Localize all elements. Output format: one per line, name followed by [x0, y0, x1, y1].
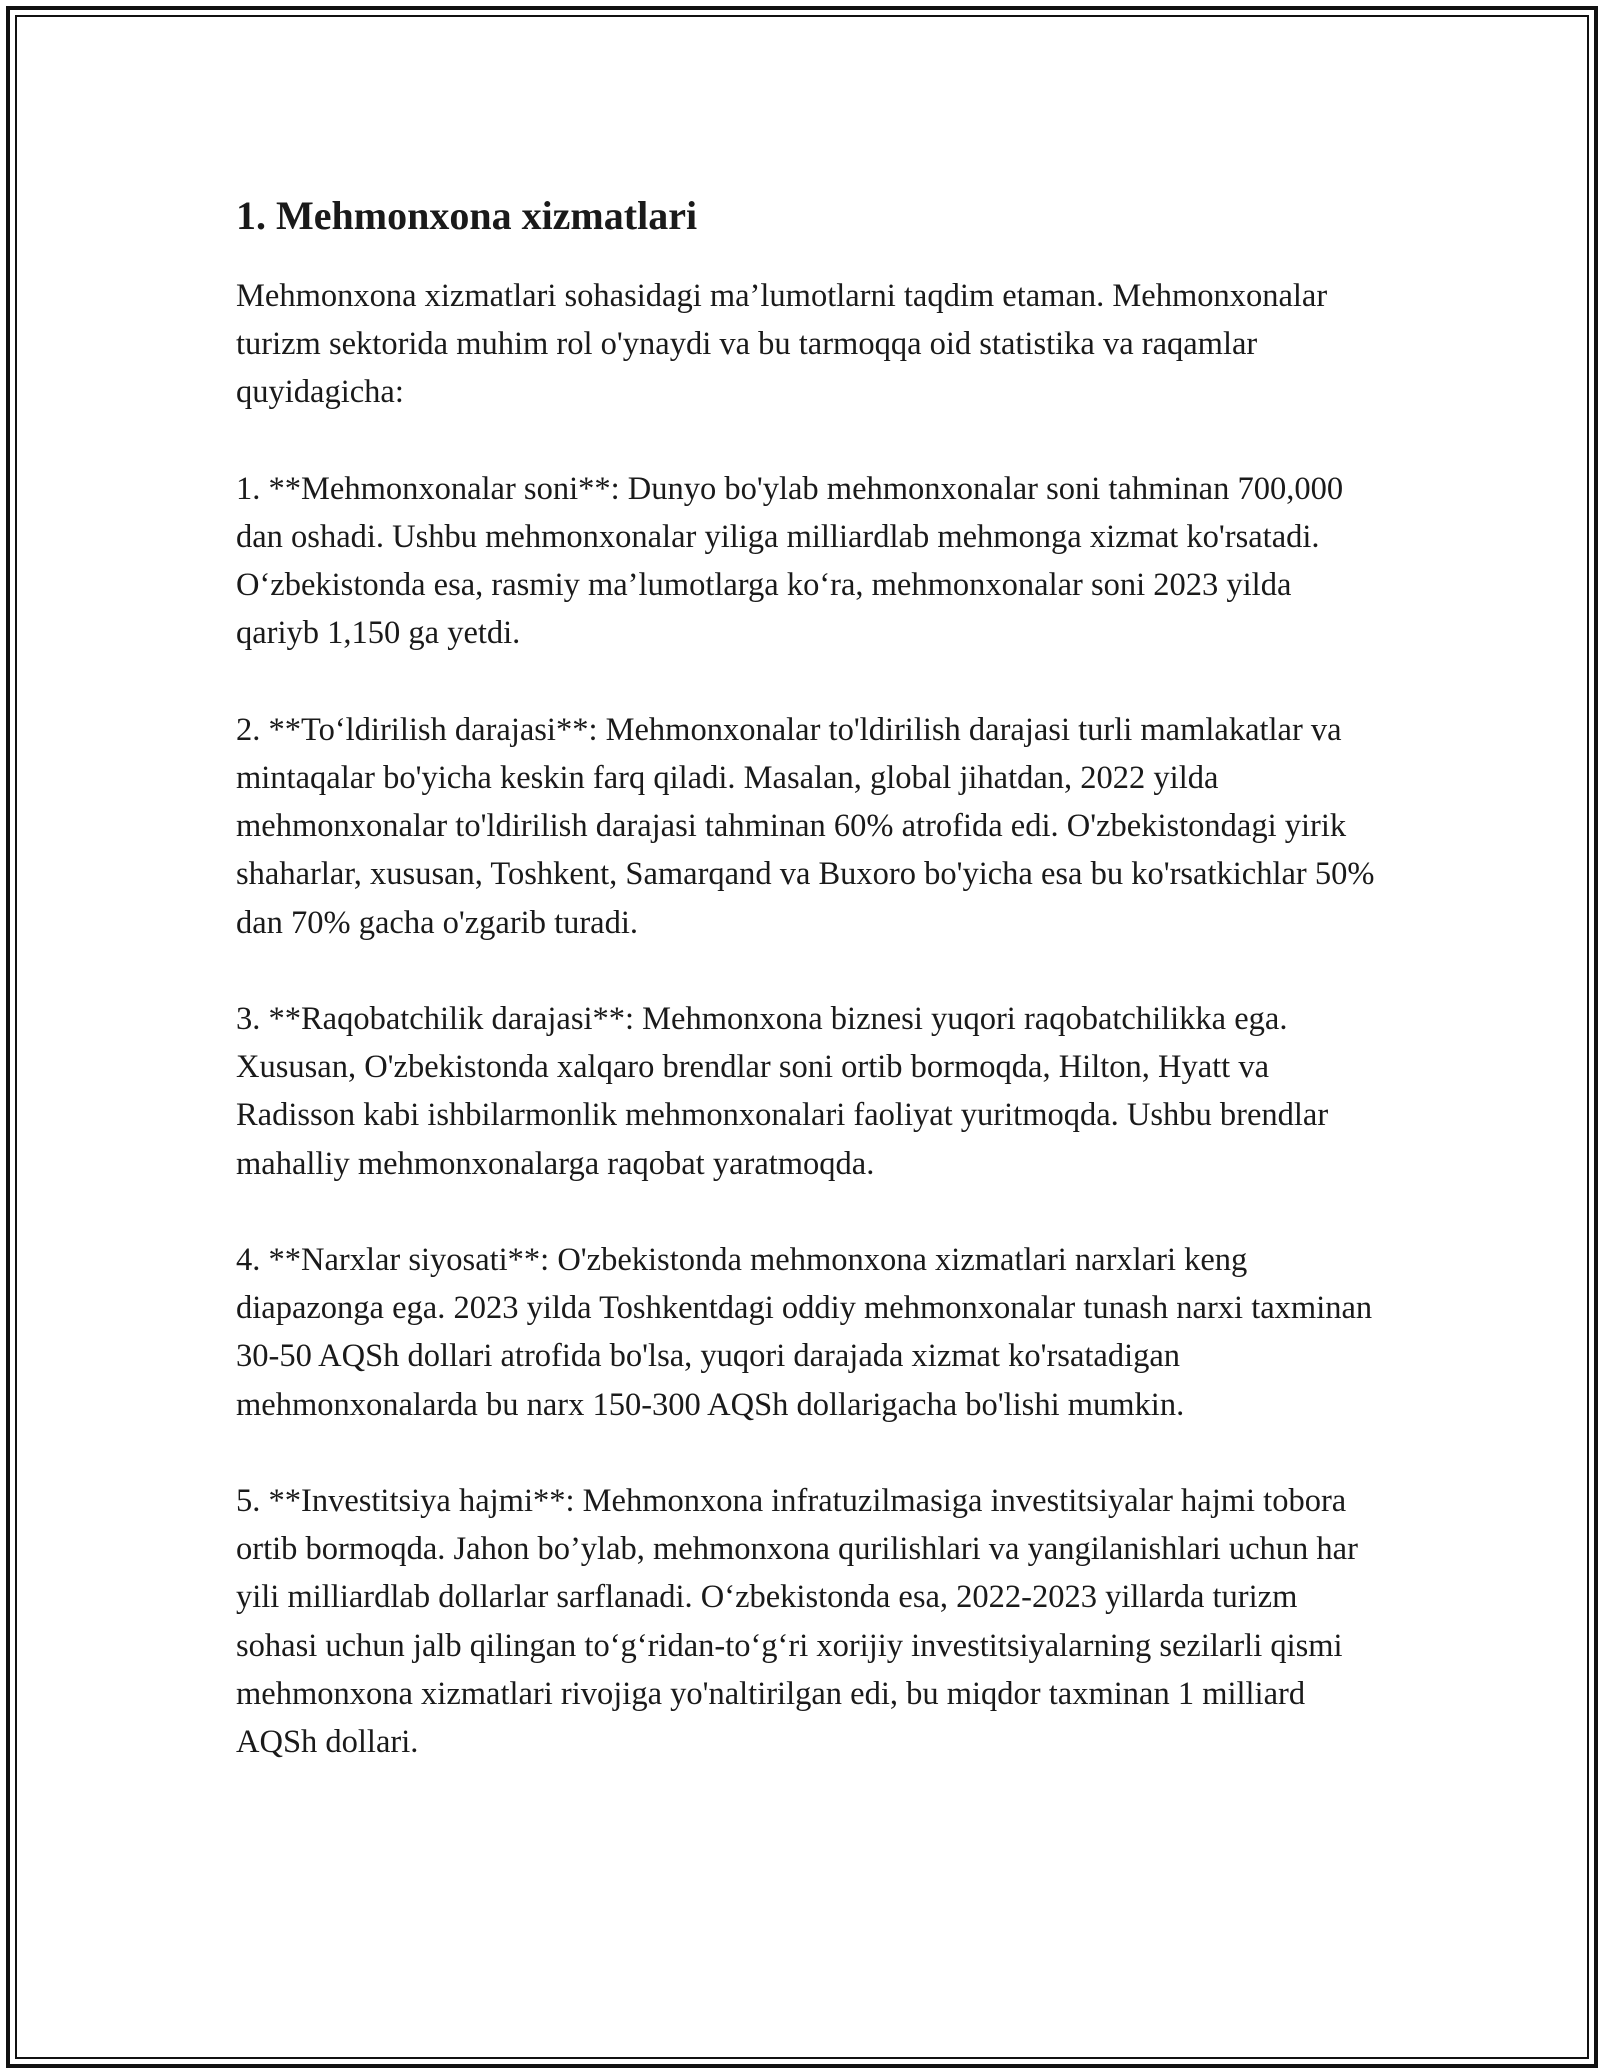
list-item-investment-volume: 5. **Investitsiya hajmi**: Mehmonxona infratuzilmasiga investitsiyalar hajmi tobora ortib bormoqda. Jahon bo’ylab, mehmonxona qurilishlari va yangilanishlari uchun har yili milliardlab dollarlar sarflanadi. O‘zbekistonda esa, 2022-2023 yillarda turizm sohasi uchun jalb qilingan to‘g‘ridan-to‘g‘ri xorijiy investitsiyalarning sezilarli qismi mehmonxona xizmatlari rivojiga yo'naltirilgan edi, bu miqdor taxminan 1 milliard AQSh dollari.	[236, 1483, 1358, 1761]
list-item-competition-level: 3. **Raqobatchilik darajasi**: Mehmonxona biznesi yuqori raqobatchilikka ega. Xususan, O'zbekistonda xalqaro brendlar soni ortib bormoqda, Hilton, Hyatt va Radisson kabi ishbilarmonlik mehmonxonalari faoliyat yuritmoqda. Ushbu brendlar mahalliy mehmonxonalarga raqobat yaratmoqda.	[236, 1001, 1329, 1182]
intro-paragraph: Mehmonxona xizmatlari sohasidagi ma’lumotlarni taqdim etaman. Mehmonxonalar turizm sektorida muhim rol o'ynaydi va bu tarmoqqa oid statistika va raqamlar quyidagicha:	[236, 278, 1328, 411]
list-item-hotel-count: 1. **Mehmonxonalar soni**: Dunyo bo'ylab mehmonxonalar soni tahminan 700,000 dan oshadi. Ushbu mehmonxonalar yiliga milliardlab mehmonga xizmat ko'rsatadi. O‘zbekistonda esa, rasmiy ma’lumotlarga ko‘ra, mehmonxonalar soni 2023 yilda qariyb 1,150 ga yetdi.	[236, 470, 1344, 652]
list-item-occupancy-rate: 2. **To‘ldirilish darajasi**: Mehmonxonalar to'ldirilish darajasi turli mamlakatlar va mintaqalar bo'yicha keskin farq qiladi. Masalan, global jihatdan, 2022 yilda mehmonxonalar to'ldirilish darajasi tahminan 60% atrofida edi. O'zbekistondagi yirik shaharlar, xususan, Toshkent, Samarqand va Buxoro bo'yicha esa bu ko'rsatkichlar 50% dan 70% gacha o'zgarib turadi.	[236, 711, 1375, 941]
document-title: 1. Mehmonxona xizmatlari	[236, 193, 698, 238]
document-body	[236, 190, 1376, 1766]
list-item-pricing-policy: 4. **Narxlar siyosati**: O'zbekistonda mehmonxona xizmatlari narxlari keng diapazonga ega. 2023 yilda Toshkentdagi oddiy mehmonxonalar tunash narxi taxminan 30-50 AQSh dollari atrofida bo'lsa, yuqori darajada xizmat ko'rsatadigan mehmonxonalarda bu narx 150-300 AQSh dollarigacha bo'lishi mumkin.	[236, 1242, 1373, 1423]
